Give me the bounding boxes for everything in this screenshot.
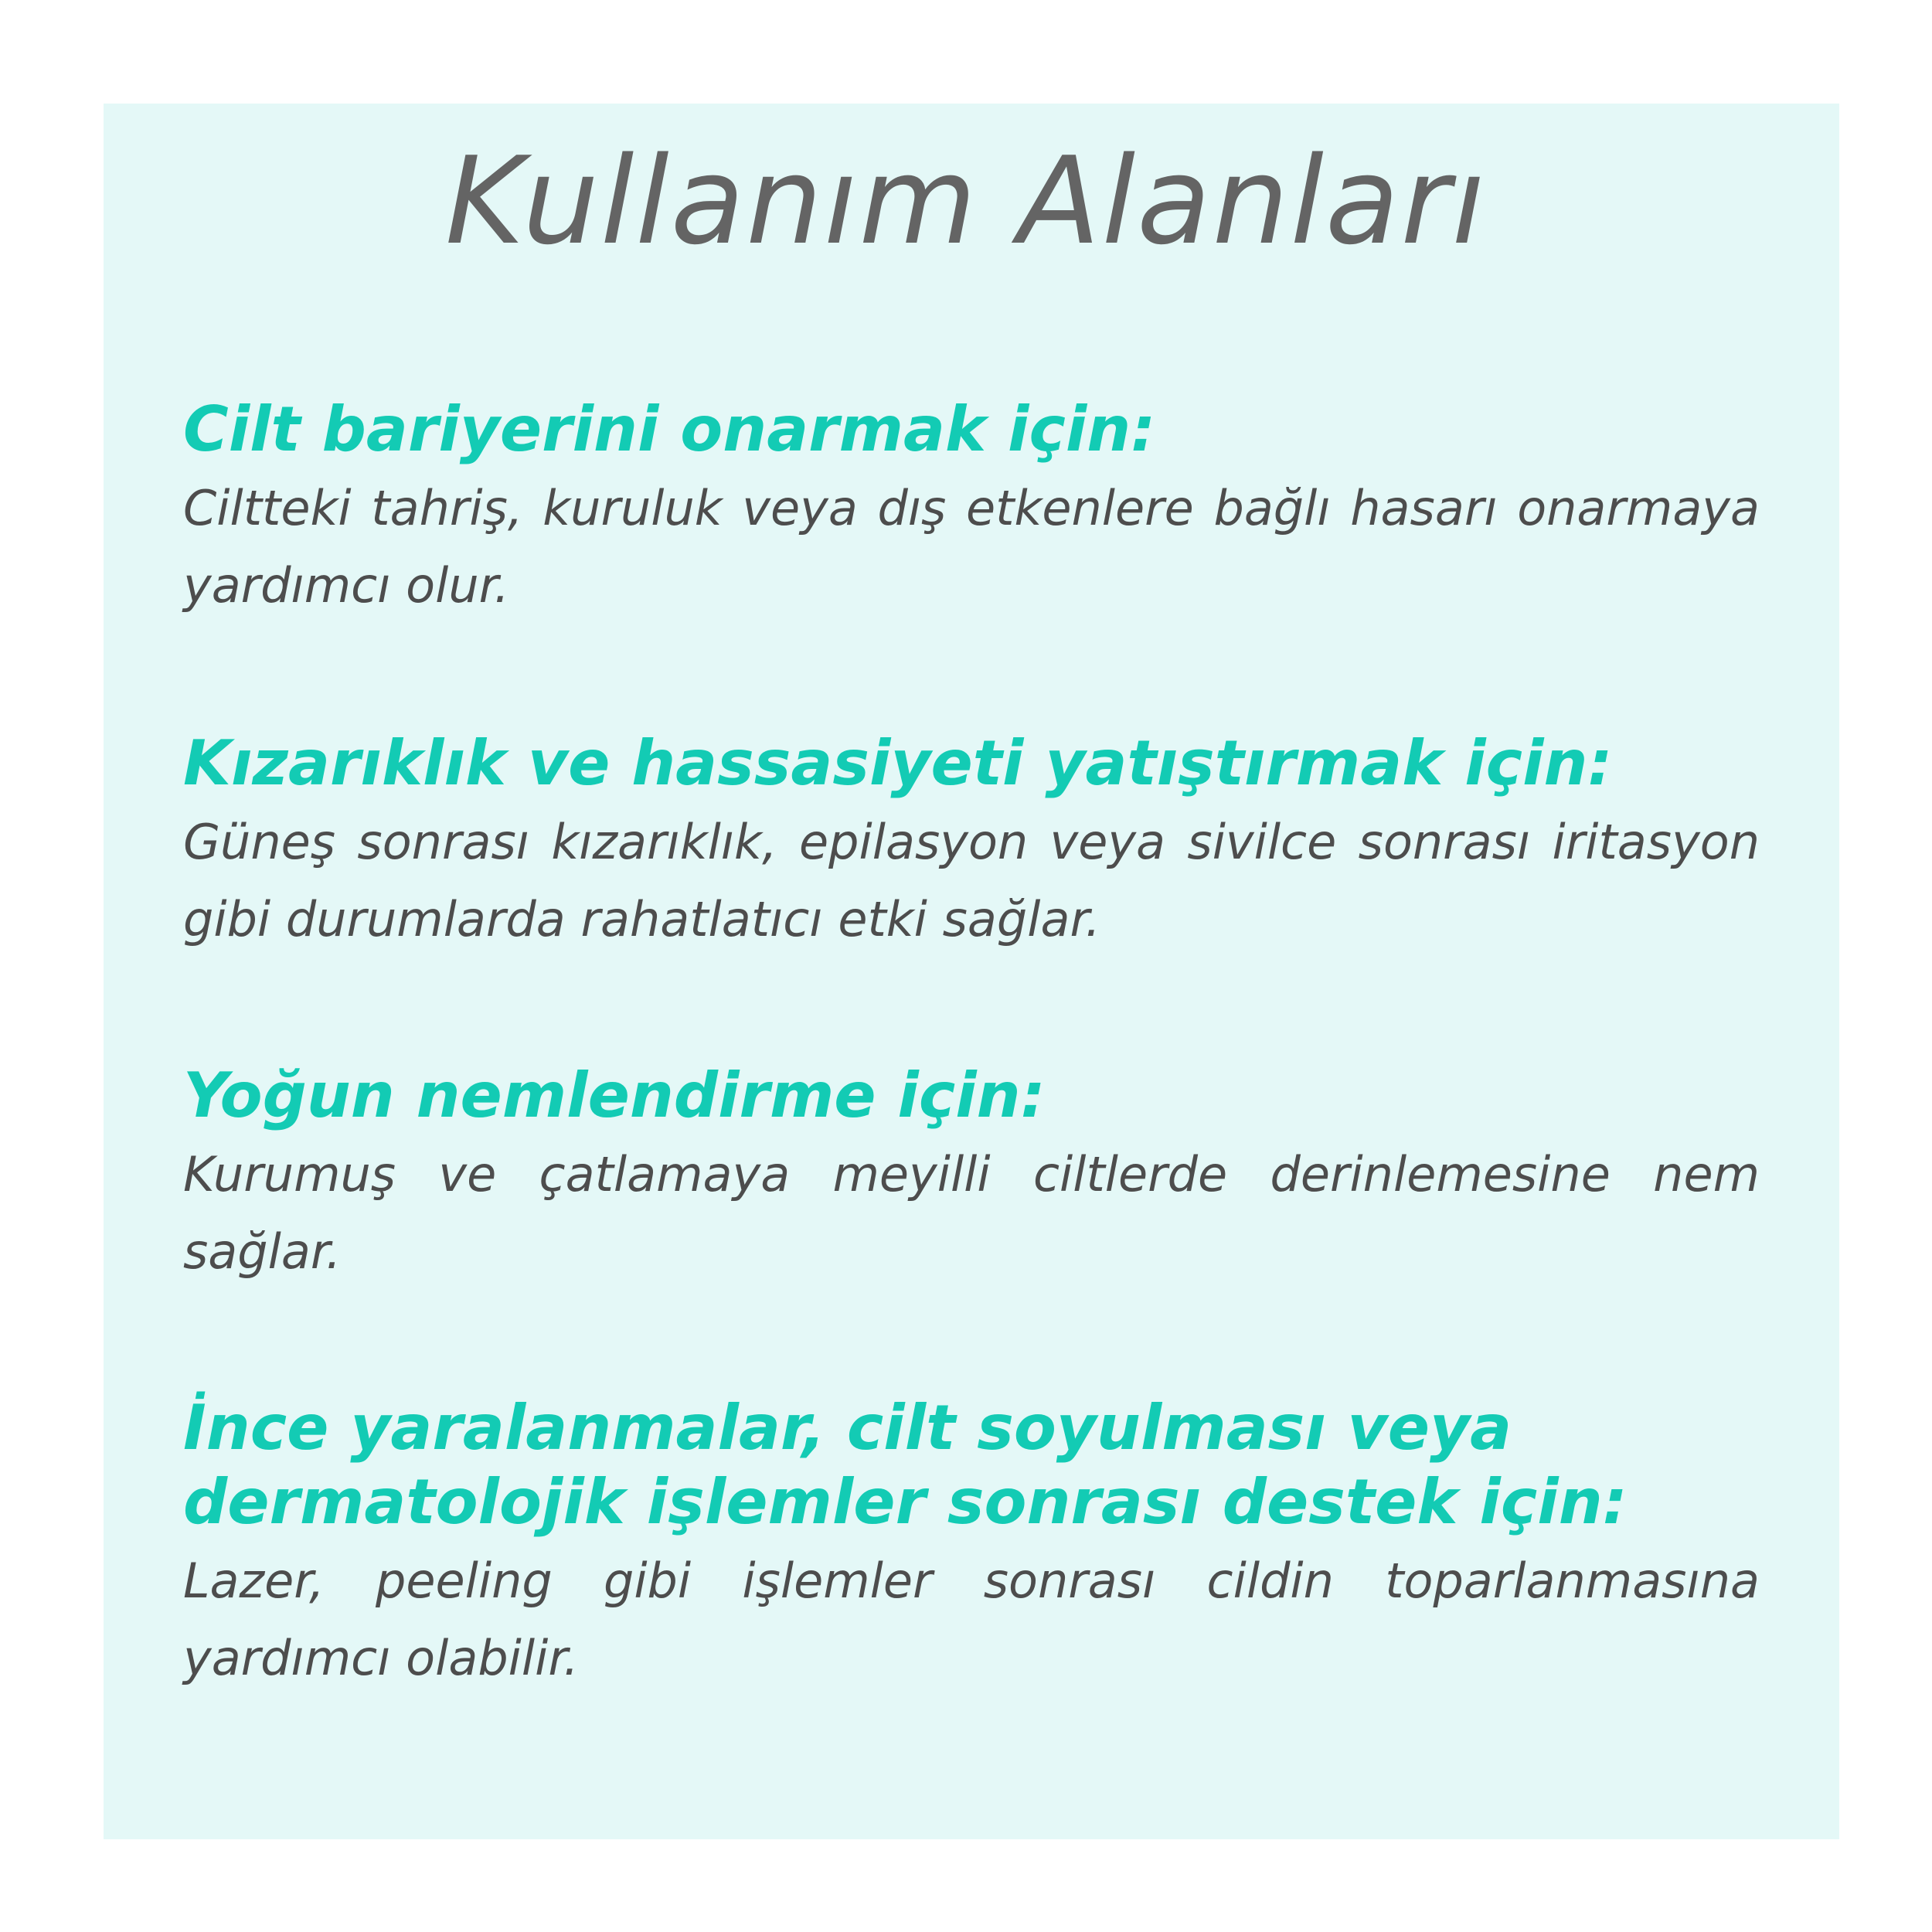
page-title: Kullanım Alanları [445, 131, 1487, 271]
section-redness-soothing [183, 726, 1760, 958]
section-heading-line-2: dermatolojik işlemler sonrası destek için: [183, 1466, 1628, 1538]
section-heading-line-1: İnce yaralanmalar, cilt soyulması veya [183, 1392, 1512, 1464]
section-body: Kurumuş ve çatlamaya meyilli ciltlerde derinlemesine nem sağlar. [183, 1146, 1760, 1280]
section-body: Ciltteki tahriş, kuruluk veya dış etkenlere bağlı hasarı onarmaya yardımcı olur. [183, 480, 1760, 614]
section-heading: Kızarıklık ve hassasiyeti yatıştırmak için: [183, 727, 1613, 799]
section-intense-moisture [183, 1059, 1760, 1291]
section-heading: Cilt bariyerini onarmak için: [183, 393, 1156, 465]
section-body: Lazer, peeling gibi işlemler sonrası cildin toparlanmasına yardımcı olabilir. [183, 1553, 1760, 1686]
section-barrier-repair [183, 393, 1760, 624]
section-body: Güneş sonrası kızarıklık, epilasyon veya sivilce sonrası iritasyon gibi durumlarda rahatlatıcı etki sağlar. [183, 814, 1760, 947]
section-heading: Yoğun nemlendirme için: [183, 1060, 1046, 1131]
section-post-procedure-support [183, 1391, 1760, 1697]
